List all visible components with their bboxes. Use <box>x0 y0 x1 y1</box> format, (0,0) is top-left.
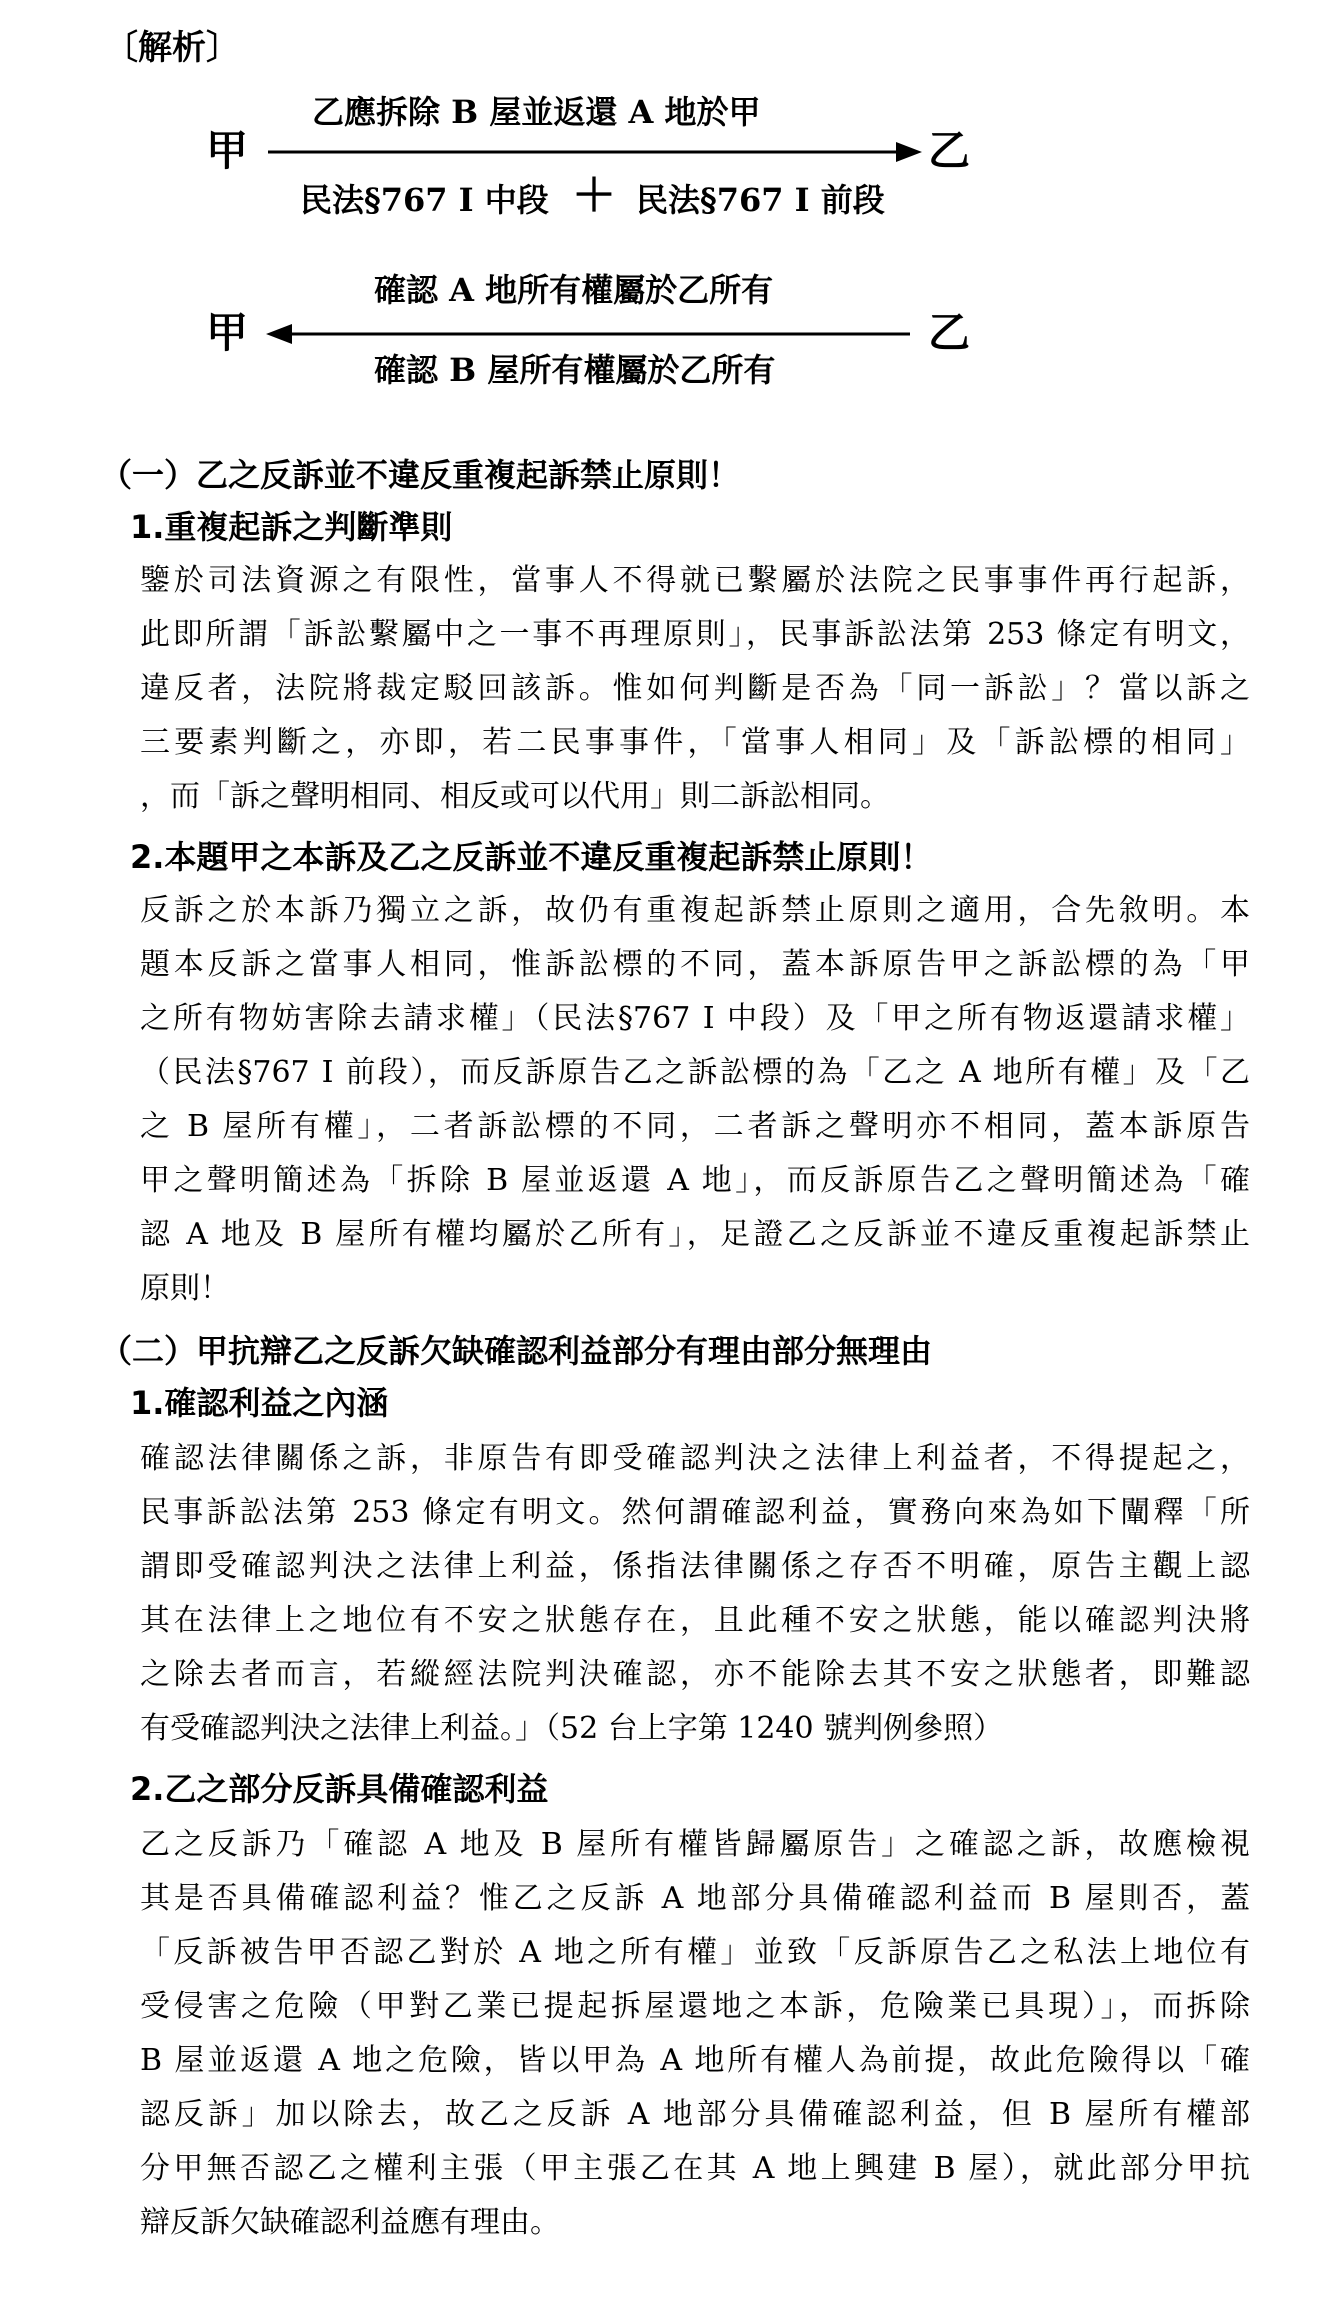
analysis-label: 〔解析〕 <box>104 28 240 68</box>
paragraph-line: 民事訴訟法第 253 條定有明文。然何謂確認利益，實務向來為如下闡釋「所 <box>140 1495 1250 1530</box>
paragraph-line: ，而「訴之聲明相同、相反或可以代用」則二訴訟相同。 <box>140 779 890 814</box>
party-jia-row1: 甲 <box>206 126 249 175</box>
paragraph-line: 反訴之於本訴乃獨立之訴，故仍有重複起訴禁止原則之適用，合先敘明。本 <box>140 893 1250 928</box>
subsection-heading-2-1: 1.確認利益之內涵 <box>130 1384 389 1422</box>
counterclaim-label-b: 確認 B 屋所有權屬於乙所有 <box>374 351 776 389</box>
plus-sign: ＋ <box>572 170 616 221</box>
paragraph-line: 此即所謂「訴訟繫屬中之一事不再理原則」，民事訴訟法第 253 條定有明文， <box>140 617 1250 652</box>
paragraph-line: 原則！ <box>140 1271 230 1306</box>
section-heading-2: （二）甲抗辯乙之反訴欠缺確認利益部分有理由部分無理由 <box>100 1332 933 1370</box>
subsection-heading-1-1: 1.重複起訴之判斷準則 <box>130 508 453 546</box>
paragraph-line: 確認法律關係之訴，非原告有即受確認判決之法律上利益者，不得提起之， <box>140 1441 1250 1476</box>
paragraph-line: （民法§767 I 前段），而反訴原告乙之訴訟標的為「乙之 A 地所有權」及「乙 <box>140 1055 1250 1090</box>
paragraph-line: 之除去者而言，若縱經法院判決確認，亦不能除去其不安之狀態者，即難認 <box>140 1657 1250 1692</box>
counterclaim-label-a: 確認 A 地所有權屬於乙所有 <box>374 271 774 309</box>
paragraph-line: 分甲無否認乙之權利主張（甲主張乙在其 A 地上興建 B 屋），就此部分甲抗 <box>140 2151 1250 2186</box>
paragraph-line: 之 B 屋所有權」，二者訴訟標的不同，二者訴之聲明亦不相同，蓋本訴原告 <box>140 1109 1250 1144</box>
paragraph-1-1 <box>140 554 1250 824</box>
paragraph-line: 辯反訴欠缺確認利益應有理由。 <box>140 2205 560 2240</box>
arrow-right-head <box>896 142 922 162</box>
claim-label-row1: 乙應拆除 B 屋並返還 A 地於甲 <box>312 93 761 131</box>
paragraph-line: 甲之聲明簡述為「拆除 B 屋並返還 A 地」，而反訴原告乙之聲明簡述為「確 <box>140 1163 1250 1198</box>
paragraph-line: 受侵害之危險（甲對乙業已提起拆屋還地之本訴，危險業已具現）」，而拆除 <box>140 1989 1250 2024</box>
paragraph-2-2 <box>140 1818 1250 2250</box>
paragraph-line: 有受確認判決之法律上利益。」（52 台上字第 1240 號判例參照） <box>140 1711 1004 1746</box>
paragraph-line: 違反者，法院將裁定駁回該訴。惟如何判斷是否為「同一訴訟」？當以訴之 <box>140 671 1250 706</box>
paragraph-line: 之所有物妨害除去請求權」（民法§767 I 中段）及「甲之所有物返還請求權」 <box>140 1001 1250 1036</box>
legal-basis-right: 民法§767 I 前段 <box>636 181 885 219</box>
paragraph-line: 認 A 地及 B 屋所有權均屬於乙所有」，足證乙之反訴並不違反重複起訴禁止 <box>140 1217 1250 1252</box>
paragraph-line: 「反訴被告甲否認乙對於 A 地之所有權」並致「反訴原告乙之私法上地位有 <box>140 1935 1250 1970</box>
arrow-left-head <box>266 324 292 344</box>
paragraph-line: 其在法律上之地位有不安之狀態存在，且此種不安之狀態，能以確認判決將 <box>140 1603 1250 1638</box>
paragraph-2-1 <box>140 1432 1250 1756</box>
paragraph-line: 認反訴」加以除去，故乙之反訴 A 地部分具備確認利益，但 B 屋所有權部 <box>140 2097 1250 2132</box>
subsection-heading-2-2: 2.乙之部分反訴具備確認利益 <box>130 1770 549 1808</box>
paragraph-line: B 屋並返還 A 地之危險，皆以甲為 A 地所有權人為前提，故此危險得以「確 <box>140 2043 1250 2078</box>
paragraph-line: 其是否具備確認利益？惟乙之反訴 A 地部分具備確認利益而 B 屋則否，蓋 <box>140 1881 1250 1916</box>
paragraph-line: 題本反訴之當事人相同，惟訴訟標的不同，蓋本訴原告甲之訴訟標的為「甲 <box>140 947 1250 982</box>
paragraph-line: 三要素判斷之，亦即，若二民事事件，「當事人相同」及「訴訟標的相同」 <box>140 725 1250 760</box>
subsection-heading-1-2: 2.本題甲之本訴及乙之反訴並不違反重複起訴禁止原則！ <box>130 838 933 876</box>
party-jia-row2: 甲 <box>206 308 249 357</box>
party-yi-row2: 乙 <box>928 308 971 357</box>
paragraph-1-2 <box>140 884 1250 1316</box>
paragraph-line: 鑒於司法資源之有限性，當事人不得就已繫屬於法院之民事事件再行起訴， <box>140 563 1250 598</box>
legal-basis-left: 民法§767 I 中段 <box>300 181 549 219</box>
section-heading-1: （一）乙之反訴並不違反重複起訴禁止原則！ <box>100 456 741 494</box>
paragraph-line: 謂即受確認判決之法律上利益，係指法律關係之存否不明確，原告主觀上認 <box>140 1549 1250 1584</box>
party-yi-row1: 乙 <box>928 126 971 175</box>
paragraph-line: 乙之反訴乃「確認 A 地及 B 屋所有權皆歸屬原告」之確認之訴，故應檢視 <box>140 1827 1250 1862</box>
